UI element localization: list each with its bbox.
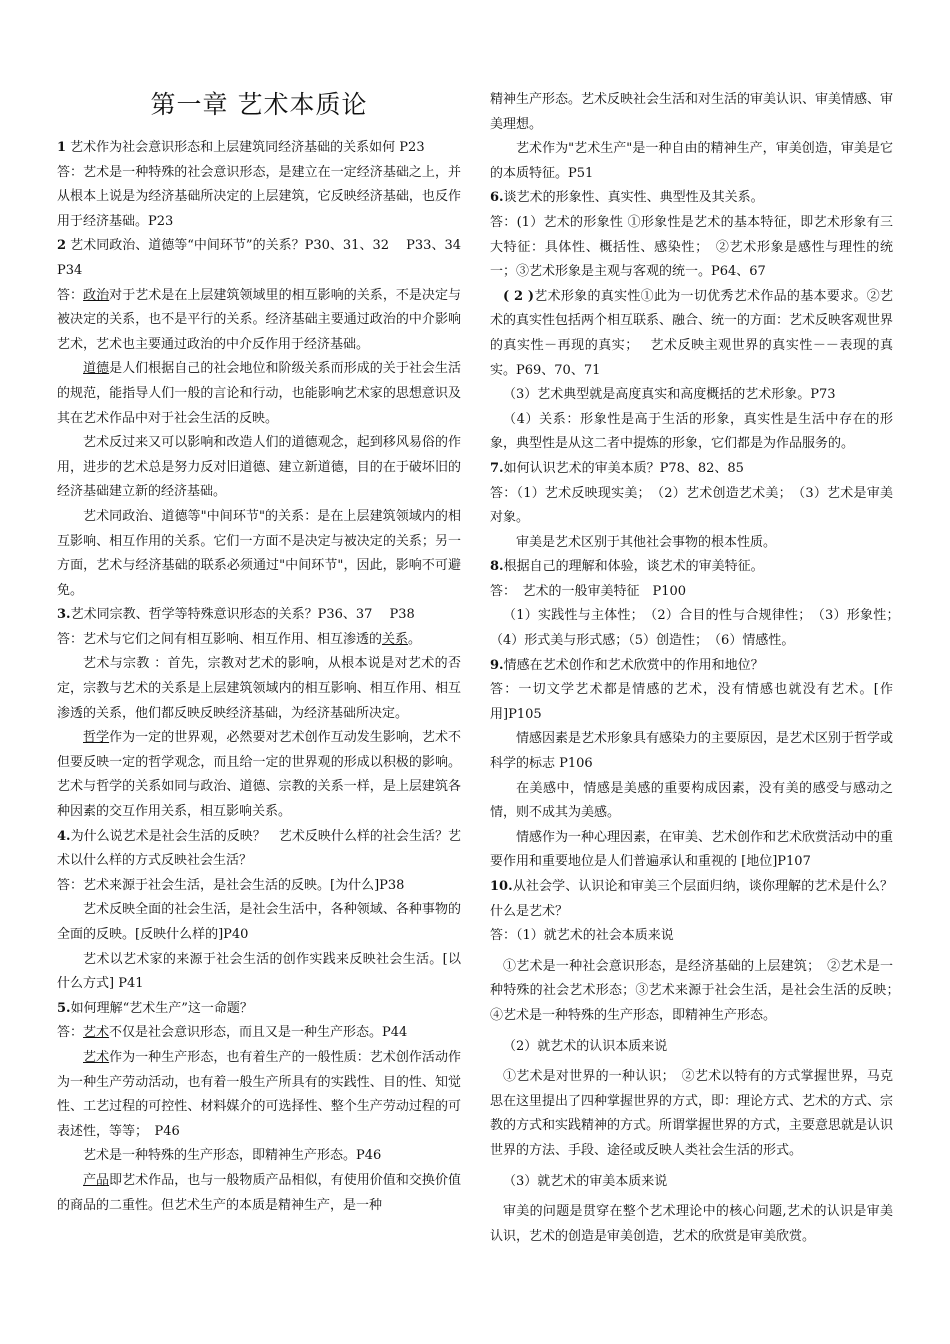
left-column <box>57 80 479 1218</box>
question-10: 10.从社会学、认识论和审美三个层面归纳，谈你理解的艺术是什么？什么是艺术？ <box>490 879 893 919</box>
paragraph-5b: 艺术作为一种生产形态，也有着生产的一般性质：艺术创作活动作为一种生产劳动活动，也有着一般生产所具有的实践性、目的性、知觉性、工艺过程的可控性、材料媒介的可选择性、整个生产劳动过程的可表述性，等等； P46 <box>57 1049 461 1139</box>
answer-6: 答：(1）艺术的形象性 ①形象性是艺术的基本特征，即艺术形象有三大特征：具体性、概括性、感染性； ②艺术形象是感性与理性的统一；③艺术形象是主观与客观的统一。P64、67 <box>490 214 893 280</box>
answer-8: 答： 艺术的一般审美特征 P100 <box>490 583 687 599</box>
question-5: 5.如何理解“艺术生产”这一命题？ <box>57 1000 253 1016</box>
question-8: 8.根据自己的理解和体验，谈艺术的审美特征。 <box>490 559 764 575</box>
paragraph-r2: 艺术作为"艺术生产"是一种自由的精神生产，审美创造，审美是它的本质特征。P51 <box>490 141 893 181</box>
answer-5: 答：艺术不仅是社会意识形态，而且又是一种生产形态。P44 <box>57 1025 408 1041</box>
right-column <box>490 88 907 1249</box>
answer-10: 答：（1）就艺术的社会本质来说 <box>490 928 674 944</box>
answer-10d: ①艺术是对世界的一种认识； ②艺术以特有的方式掌握世界，马克思在这里提出了四种掌握世界的方式，即：理论方式、艺术的方式、宗教的方式和实践精神的方式。所谓掌握世界的方式，主要意思就是认识世界的方法、手段、途径或反映人类社会生活的形式。 <box>490 1069 894 1158</box>
answer-6c: （3）艺术典型就是高度真实和高度概括的艺术形象。P73 <box>503 387 836 403</box>
paragraph-5c: 艺术是一种特殊的生产形态，即精神生产形态。P46 <box>83 1148 382 1164</box>
answer-4: 答：艺术来源于社会生活，是社会生活的反映。[为什么]P38 <box>57 877 405 893</box>
paragraph-5d: 产品即艺术作品，也与一般物质产品相似，有使用价值和交换价值的商品的二重性。但艺术生产的本质是精神生产，是一种 <box>57 1172 461 1213</box>
question-7: 7.如何认识艺术的审美本质？P78、82、85 <box>490 460 744 476</box>
question-1: 1 艺术作为社会意识形态和上层建筑同经济基础的关系如何 P23 <box>57 140 425 155</box>
paragraph-middle-link: 艺术同政治、道德等"中间环节"的关系：是在上层建筑领域内的相互影响、相互作用的关系。它们一方面不是决定与被决定的关系；另一方面，艺术与经济基础的联系必须通过"中间环节"，因此，影响不可避免。 <box>57 508 461 598</box>
chapter-title: 第一章 艺术本质论 <box>150 90 368 119</box>
answer-6d: （4）关系：形象性是高于生活的形象，真实性是生活中存在的形象，典型性是从这二者中提炼的形象，它们都是为作品服务的。 <box>490 411 893 452</box>
answer-1: 答：艺术是一种特殊的社会意识形态，是建立在一定经济基础之上，并从根本上说是为经济基础所决定的上层建筑，它反映经济基础，也反作用于经济基础。P23 <box>57 164 461 229</box>
question-2: 2 艺术同政治、道德等“中间环节”的关系？P30、31、32 P33、34 P34 <box>57 238 479 278</box>
answer-9d: 情感作为一种心理因素，在审美、艺术创作和艺术欣赏活动中的重要作用和重要地位是人们普遍承认和重视的 [地位]P107 <box>490 829 894 870</box>
question-3: 3.艺术同宗教、哲学等特殊意识形态的关系？P36、37 P38 <box>57 607 415 623</box>
answer-6b: ( 2 )艺术形象的真实性①此为一切优秀艺术作品的基本要求。②艺术的真实性包括两个相互联系、融合、统一的方面：艺术反映客观世界的真实性－再现的真实； 艺术反映主观世界的真实性－－表现的真实。P69、70、71 <box>490 288 894 378</box>
answer-9b: 情感因素是艺术形象具有感染力的主要原因，是艺术区别于哲学或科学的标志 P106 <box>490 731 894 772</box>
answer-2: 答：政治对于艺术是在上层建筑领域里的相互影响的关系，不是决定与被决定的关系，也不是平行的关系。经济基础主要通过政治的中介影响艺术，艺术也主要通过政治的中介反作用于经济基础。 <box>57 287 461 352</box>
paragraph-r1: 精神生产形态。艺术反映社会生活和对生活的审美认识、审美情感、审美理想。 <box>490 92 894 132</box>
paragraph-moral: 道德是人们根据自己的社会地位和阶级关系而形成的关于社会生活的规范，能指导人们一般的言论和行动，也能影响艺术家的思想意识及其在艺术作品中对于社会生活的反映。 <box>57 361 461 426</box>
answer-7: 答：（1）艺术反映现实美； （2）艺术创造艺术美； （3）艺术是审美对象。 <box>490 485 893 526</box>
answer-3: 答：艺术与它们之间有相互影响、相互作用、相互渗透的关系。 <box>57 631 422 647</box>
paragraph-4b: 艺术反映全面的社会生活，是社会生活中，各种领域、各种事物的全面的反映。[反映什么样的]P40 <box>57 902 461 942</box>
answer-10e: （3）就艺术的审美本质来说 <box>503 1173 668 1189</box>
paragraph-moral-2: 艺术反过来又可以影响和改造人们的道德观念，起到移风易俗的作用，进步的艺术总是努力反对旧道德、建立新道德，目的在于破坏旧的经济基础建立新的经济基础。 <box>57 435 461 500</box>
answer-10f: 审美的问题是贯穿在整个艺术理论中的核心问题,艺术的认识是审美认识，艺术的创造是审美创造，艺术的欣赏是审美欣赏。 <box>490 1204 893 1244</box>
paragraph-4c: 艺术以艺术家的来源于社会生活的创作实践来反映社会生活。[以什么方式] P41 <box>57 951 461 992</box>
question-9: 9.情感在艺术创作和艺术欣赏中的作用和地位？ <box>490 657 764 673</box>
question-4: 4.为什么说艺术是社会生活的反映？ 艺术反映什么样的社会生活？艺术以什么样的方式反映社会生活？ <box>57 828 461 869</box>
answer-9: 答：一切文学艺术都是情感的艺术，没有情感也就没有艺术。[作用]P105 <box>490 682 893 722</box>
answer-7b: 审美是艺术区别于其他社会事物的根本性质。 <box>516 534 777 550</box>
question-6: 6.谈艺术的形象性、真实性、典型性及其关系。 <box>490 190 764 206</box>
answer-9c: 在美感中，情感是美感的重要构成因素，没有美的感受与感动之情，则不成其为美感。 <box>490 780 893 821</box>
answer-10c: （2）就艺术的认识本质来说 <box>503 1038 668 1054</box>
answer-10b: ①艺术是一种社会意识形态，是经济基础的上层建筑； ②艺术是一种特殊的社会艺术形态；③艺术来源于社会生活，是社会生活的反映； ④艺术是一种特殊的生产形态，即精神生产形态。 <box>490 958 907 1023</box>
answer-8b: （1）实践性与主体性； （2）合目的性与合规律性； （3）形象性； （4）形式美与形式感；（5）创造性； （6）情感性。 <box>490 608 907 649</box>
paragraph-religion: 艺术与宗教 ：首先，宗教对艺术的影响，从根本说是对艺术的否定，宗教与艺术的关系是上层建筑领域内的相互影响、相互作用、相互渗透的关系，他们都反映反映经济基础，为经济基础所决定。 <box>57 656 461 721</box>
paragraph-philosophy: 哲学作为一定的世界观，必然要对艺术创作互动发生影响，艺术不但要反映一定的哲学观念，而且给一定的世界观的形成以积极的影响。艺术与哲学的关系如同与政治、道德、宗教的关系一样，是上层建筑各种因素的交互作用关系，相互影响关系。 <box>57 730 461 820</box>
